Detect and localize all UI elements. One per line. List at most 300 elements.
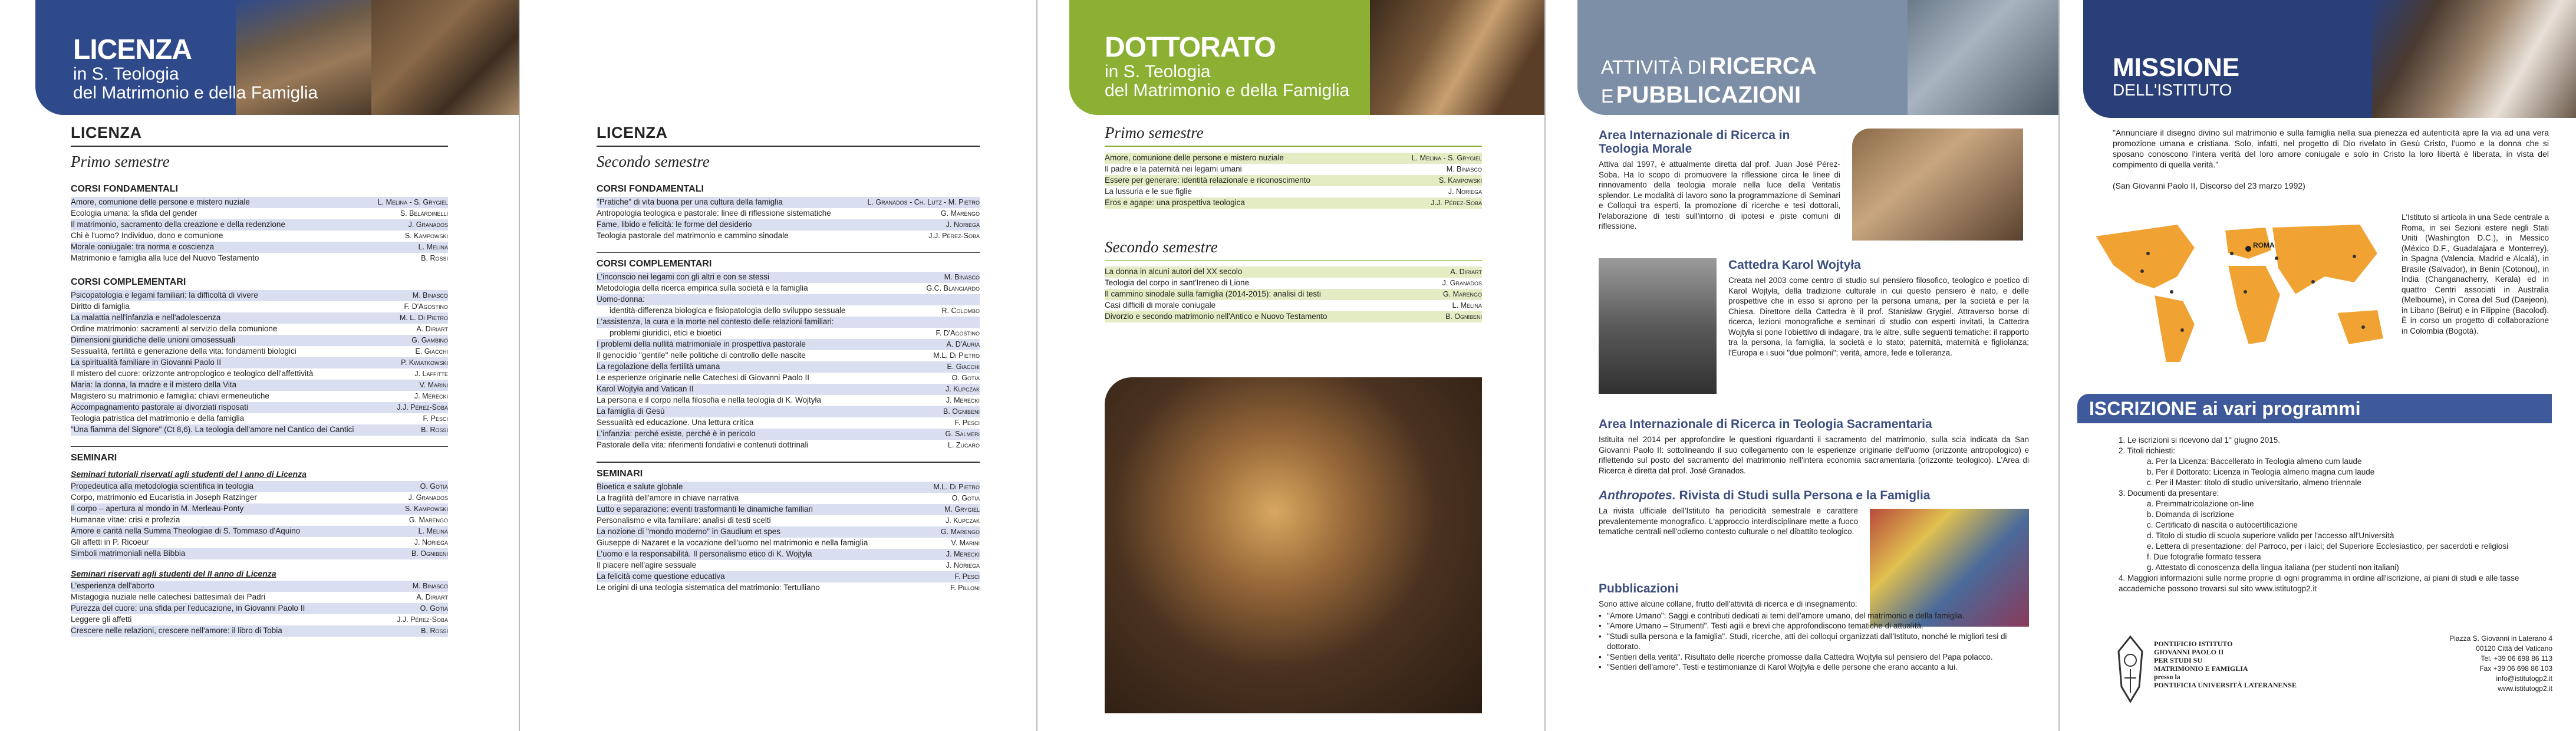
course-teacher: S. Kampowski: [404, 505, 448, 513]
logo-line: MATRIMONIO E FAMIGLIA: [2154, 664, 2248, 673]
lic1-heading: LICENZA: [71, 124, 142, 141]
course-row: [71, 413, 448, 424]
course-row: [71, 197, 448, 208]
course-teacher: G. Salmeri: [945, 430, 980, 438]
address-line: Fax +39 06 698 86 103: [2479, 664, 2552, 673]
course-title: Dimensioni giuridiche delle unioni omosessuali: [71, 335, 236, 344]
course-row: [1105, 278, 1482, 289]
missione-title: MISSIONE: [2113, 53, 2240, 82]
course-teacher: L. Melina - S. Grygiel: [1411, 153, 1482, 162]
iscrizione-item: b. Per il Dottorato: Licenza in Teologia almeno magna cum laude: [2147, 467, 2375, 476]
lic2-content: [597, 124, 980, 594]
course-row: [597, 515, 980, 526]
institute-logo: [2113, 634, 2148, 704]
course-title: Il mistero del cuore: orizzonte antropologico e teologico dell'affettività: [71, 368, 314, 378]
missione-subtitle: DELL'ISTITUTO: [2113, 81, 2232, 99]
course-row: [597, 328, 980, 339]
course-title: Humanae vitae: crisi e profezia: [71, 515, 180, 524]
address-line: info@istitutogp2.it: [2496, 674, 2552, 683]
lic2-comp-list: [597, 272, 980, 451]
course-title: La persona e il corpo nella filosofia e nella teologia di K. Wojtyła: [597, 396, 821, 404]
course-title: La famiglia di Gesù: [597, 407, 665, 416]
map-africa: [2228, 265, 2281, 345]
iscrizione-banner: [2077, 394, 2552, 423]
course-teacher: V. Marini: [419, 380, 448, 389]
course-teacher: J. Kupczak: [945, 516, 980, 525]
course-teacher: J. Kupczak: [945, 385, 980, 393]
course-title: Sessualità, fertilità e generazione della vita: fondamenti biologici: [71, 346, 297, 355]
course-row: [597, 219, 980, 231]
missione-sedi: L'Istituto si articola in una Sede centrale a Roma, in sei Sezioni estere negli Stati Uniti (Washington D.C.), in Messico (México D.F., Guadalajara e Monterrey), in Spagna (Valencia, Madrid e Alcalá), in Brasile (Salvador), in Benin (Cotonou), in India (Changanacherry, Kerala) ed in quattro Centri associati in Australia (Melbourne), in Corea del Sud (Daejeon), in Libano (Beirut) e in Filippine (Bacolod). È in corso un progetto di collaborazione in Colombia (Bogotá).: [2402, 213, 2549, 335]
course-title: La spiritualità familiare in Giovanni Paolo II: [71, 357, 222, 367]
course-title: Le origini di una teologia sistematica del matrimonio: Tertulliano: [597, 582, 820, 592]
wojtyla-photo: [1599, 258, 1717, 394]
course-row: [71, 581, 448, 592]
course-title: Chi è l'uomo? Individuo, dono e comunione: [71, 231, 223, 240]
iscrizione-item: b. Domanda di iscrizione: [2147, 510, 2234, 519]
map-roma-label: ROMA: [2253, 241, 2275, 249]
course-teacher: L. Melina: [418, 242, 448, 251]
library-photo: [1908, 0, 2058, 115]
course-title: Ecologia umana: la sfida del gender: [71, 208, 197, 218]
course-title: La malattia nell'infanzia e nell'adolescenza: [71, 312, 221, 322]
course-teacher: L. Melina: [418, 527, 448, 535]
course-teacher: J. Laffitte: [414, 369, 448, 378]
course-teacher: J. Merecki: [414, 391, 448, 400]
map-australia: [2337, 309, 2384, 345]
course-row: [597, 361, 980, 373]
course-row: [71, 515, 448, 526]
ricerca-title-small1: ATTIVITÀ DI: [1601, 57, 1707, 78]
iscrizione-item: a. Per la Licenza: Baccellerato in Teologia almeno cum laude: [2147, 457, 2362, 466]
course-teacher: S. Belardinelli: [400, 209, 448, 218]
course-title: Amore, comunione delle persone e mistero nuziale: [1105, 153, 1284, 162]
course-row: [71, 219, 448, 231]
course-row: [1105, 153, 1482, 164]
lic2-sem-title: SEMINARI: [597, 468, 643, 479]
ricerca-title-big2: PUBBLICAZIONI: [1616, 82, 1801, 108]
course-teacher: J. Noriega: [946, 561, 980, 569]
logo-line: GIOVANNI PAOLO II: [2154, 648, 2224, 656]
course-row: [71, 253, 448, 264]
course-title: Uomo-donna:: [597, 295, 645, 304]
course-teacher: B. Rossi: [421, 253, 448, 262]
course-row: [71, 592, 448, 603]
course-title: Propedeutica alla metodologia scientifica in teologia: [71, 482, 253, 490]
course-title: La regolazione della fertilità umana: [597, 362, 720, 371]
ricerca-title-small2: E: [1601, 85, 1614, 107]
course-title: Corpo, matrimonio ed Eucaristia in Joseph Ratzinger: [71, 493, 257, 502]
course-teacher: G. Marengo: [940, 209, 980, 218]
course-row: [597, 317, 980, 328]
course-row: [597, 373, 980, 384]
dott-sem1: Primo semestre: [1105, 124, 1204, 141]
course-row: [71, 503, 448, 515]
course-row: [597, 384, 980, 395]
journals-photo: [1870, 509, 2029, 627]
dottorato-subtitle-1: in S. Teologia: [1105, 62, 1211, 81]
course-title: La fragilità dell'amore in chiave narrativa: [597, 493, 739, 502]
course-row: [597, 538, 980, 549]
course-teacher: G. Marengo: [940, 527, 980, 536]
course-row: [71, 290, 448, 301]
course-row: [1105, 175, 1482, 186]
course-title: Maria: la donna, la madre e il mistero della Vita: [71, 380, 237, 389]
course-row: [597, 350, 980, 361]
ricerca-h2: Cattedra Karol Wojtyła: [1728, 258, 1861, 272]
course-teacher: M. Binasco: [412, 291, 448, 299]
address-line: Piazza S. Giovanni in Laterano 4: [2449, 634, 2552, 643]
course-title: La lussuria e le sue figlie: [1105, 186, 1192, 196]
course-title: Essere per generare: identità relazionale e riconoscimento: [1105, 175, 1310, 185]
lic2-comp-title: CORSI COMPLEMENTARI: [597, 259, 712, 269]
course-teacher: F. Pesci: [423, 414, 448, 423]
course-title: Pastorale della vita: riferimenti fondativi e contenuti dottrinali: [597, 440, 809, 449]
course-teacher: F. Pesci: [954, 419, 980, 427]
course-title: Ordine matrimonio: sacramenti al servizio della comunione: [71, 324, 278, 333]
course-row: [597, 231, 980, 242]
iscrizione-item: d. Titolo di studio di scuola superiore valido per l'accesso all'Università: [2147, 531, 2394, 540]
course-teacher: J. Granados: [408, 493, 448, 502]
course-teacher: J. Granados: [408, 220, 448, 229]
course-title: La felicità come questione educativa: [597, 571, 725, 581]
course-row: [597, 395, 980, 406]
dottorato-header: [1069, 0, 1544, 115]
course-teacher: L. Melina - S. Grygiel: [377, 197, 448, 206]
course-teacher: M.L. Di Pietro: [933, 351, 980, 360]
course-title: Bioetica e salute globale: [597, 482, 683, 491]
course-teacher: G.C. Blangiardo: [926, 284, 980, 292]
course-title: Teologia pastorale del matrimonio e cammino sinodale: [597, 231, 789, 240]
iscrizione-item: e. Lettera di presentazione: del Parroco, per i laici; del Superiore Ecclesiastico, per sacerdoti e religiosi: [2147, 542, 2509, 551]
course-row: [71, 380, 448, 391]
course-title: Il matrimonio, sacramento della creazione e della redenzione: [71, 219, 285, 229]
ricerca-h4a: Anthropotes.: [1599, 489, 1676, 502]
course-teacher: J.J. Pérez-Soba: [397, 403, 448, 411]
publication-item: • "Sentieri dell'amore". Testi e testimonianze di Karol Wojtyła e delle persone che erano accanto a lui.: [1599, 662, 2029, 673]
logo-line: PONTIFICIA UNIVERSITÀ LATERANENSE: [2154, 681, 2297, 689]
course-title: Purezza del cuore: una sfida per l'educazione, in Giovanni Paolo II: [71, 604, 305, 613]
course-row: [1105, 186, 1482, 197]
course-row: [71, 603, 448, 614]
course-teacher: F. Pesci: [954, 572, 980, 581]
dott-content: [1105, 124, 1482, 322]
course-teacher: P. Kwiatkowski: [401, 358, 448, 367]
course-row: [597, 208, 980, 219]
publication-item: • "Sentieri della verità". Risultato delle ricerche promosse dalla Cattedra Wojtyła sul pensiero del Papa polacco.: [1599, 652, 2029, 663]
course-row: [597, 526, 980, 538]
course-title: "Pratiche" di vita buona per una cultura della famiglia: [597, 197, 783, 206]
iscrizione-item: 3. Documenti da presentare:: [2119, 489, 2219, 498]
course-teacher: O. Gotia: [951, 374, 980, 382]
ricerca-h1: Area Internazionale di Ricerca in Teologia Morale: [1599, 129, 1790, 156]
course-title: Gli affetti in P. Ricoeur: [71, 538, 149, 546]
ricerca-title-big1: RICERCA: [1709, 53, 1817, 79]
iscrizione-item: c. Per il Master: titolo di studio universitario, almeno triennale: [2147, 478, 2361, 487]
course-teacher: O. Gotia: [420, 482, 448, 490]
course-teacher: J. Noriega: [1448, 187, 1482, 196]
divider: [597, 146, 980, 147]
publications-list: [1599, 611, 2029, 673]
iscrizione-item: 4. Maggiori informazioni sulle norme proprie di ogni programma in ordine all'iscrizione, ai piani di studi e alle tasse accademiche possono trovarsi sul sito www.istitutogp2.it: [2119, 574, 2519, 593]
missione-content: [2113, 127, 2549, 191]
course-row: [1105, 164, 1482, 175]
course-title: Sessualità ed educazione. Una lettura critica: [597, 418, 754, 427]
divider: [597, 462, 980, 463]
ricerca-p4: La rivista ufficiale dell'Istituto ha periodicità semestrale e carattere prevalentemente monografico. L'approccio interdisciplinare mette a fuoco tematiche centrali nell'odierno contesto culturale o nel dibattito teologico.: [1599, 506, 1858, 536]
course-title: Magistero su matrimonio e famiglia: chiavi ermeneutiche: [71, 391, 269, 400]
course-teacher: J.J. Pérez-Soba: [928, 231, 980, 240]
course-row: [71, 301, 448, 312]
course-teacher: B. Ognibeni: [943, 407, 980, 416]
course-title: La donna in alcuni autori del XX secolo: [1105, 267, 1243, 276]
course-teacher: [976, 317, 980, 328]
course-teacher: J. Noriega: [414, 538, 448, 546]
lic1-sem-title: SEMINARI: [71, 453, 117, 463]
course-teacher: L. Zucaro: [947, 441, 980, 449]
course-row: [1105, 197, 1482, 209]
iscrizione-item: g. Attestato di conoscenza della lingua italiana (per studenti non italiani): [2147, 563, 2399, 572]
divider: [597, 252, 980, 253]
course-teacher: B. Rossi: [421, 627, 448, 635]
ricerca-p3: Istituita nel 2014 per approfondire le questioni riguardanti il sacramento del matrimonio, sulla scia indicata da San Giovanni Paolo II: sottolineando il suo collegamento con le esperienze originarie dell'uomo (orizzonte antropologico) e riflettendo sul posto del sacramento del matrimonio nell'intera economia sacramentaria (orizzonte teologico). L'Area di Ricerca è diretta dal prof. José Granados.: [1599, 435, 2029, 475]
licenza-subtitle-1: in S. Teologia: [73, 64, 179, 84]
dottorato-subtitle-2: del Matrimonio e della Famiglia: [1105, 81, 1350, 100]
course-teacher: R. Colombo: [941, 307, 980, 315]
course-title: Personalismo e vita familiare: analisi di testi scelti: [597, 515, 771, 525]
panel-dottorato: [1037, 0, 1544, 731]
course-title: Teologia patristica del matrimonio e della famiglia: [71, 413, 245, 423]
course-teacher: S. Kampowski: [1438, 176, 1482, 185]
iscrizione-list: [2119, 435, 2543, 594]
divider: [71, 446, 448, 447]
course-row: [597, 440, 980, 451]
panel-ricerca: [1546, 0, 2058, 731]
lic1-content: [71, 124, 448, 637]
lecture-hall-photo: [1105, 377, 1482, 713]
course-title: Psicopatologia e legami familiari: la difficoltà di vivere: [71, 290, 258, 299]
course-title: Il corpo – apertura al mondo in M. Merleau-Ponty: [71, 504, 244, 513]
course-row: [71, 526, 448, 537]
ricerca-h5: Pubblicazioni: [1599, 582, 1679, 595]
course-row: [597, 197, 980, 208]
course-row: [71, 492, 448, 503]
course-teacher: M. Grygiel: [944, 505, 980, 513]
course-title: Il cammino sinodale sulla famiglia (2014-2015): analisi di testi: [1105, 289, 1321, 298]
course-row: [597, 417, 980, 429]
lic2-heading: LICENZA: [597, 124, 668, 141]
course-teacher: J.J. Pérez-Soba: [397, 615, 448, 624]
dottorato-title: DOTTORATO: [1105, 32, 1276, 63]
dott-rows2-list: [1105, 266, 1482, 322]
course-title: Il genocidio "gentile" nelle politiche di controllo delle nascite: [597, 351, 806, 360]
course-title: Metodologia della ricerca empirica sulla società e la famiglia: [597, 284, 808, 292]
map-asia: [2272, 224, 2378, 295]
course-teacher: B. Ognibeni: [411, 549, 448, 558]
course-row: [597, 272, 980, 283]
address-line: Tel. +39 06 698 86 113: [2481, 654, 2552, 663]
course-title: L'assistenza, la cura e la morte nel contesto delle relazioni familiari:: [597, 317, 834, 326]
course-teacher: J. Noriega: [946, 220, 980, 229]
course-teacher: [976, 294, 980, 305]
course-row: [597, 339, 980, 350]
iscrizione-title: ISCRIZIONE ai vari programmi: [2089, 398, 2361, 419]
course-title: L'infanzia: perché esiste, perché è in pericolo: [597, 429, 756, 438]
course-row: [1105, 266, 1482, 278]
course-row: [1105, 289, 1482, 300]
logo-line: PONTIFICIO ISTITUTO: [2154, 640, 2233, 648]
course-title: Il padre e la paternità nei legami umani: [1105, 164, 1242, 173]
missione-header: [2083, 0, 2576, 118]
course-row: [71, 346, 448, 357]
course-row: [597, 571, 980, 582]
iscrizione-item: 2. Titoli richiesti:: [2119, 446, 2176, 455]
lic2-semester: Secondo semestre: [597, 152, 710, 170]
lic1-fond-title: CORSI FONDAMENTALI: [71, 183, 178, 194]
course-row: [597, 560, 980, 571]
ricerca-header: [1577, 0, 2058, 115]
course-teacher: J. Merecki: [946, 396, 980, 404]
lic2-fond-list: [597, 197, 980, 242]
course-teacher: L. Melina: [1452, 301, 1482, 309]
course-row: [71, 357, 448, 368]
lic1-comp-title: CORSI COMPLEMENTARI: [71, 276, 186, 287]
course-title: L'uomo e la responsabilità. Il personalismo etico di K. Wojtyła: [597, 549, 812, 558]
licenza-subtitle-2: del Matrimonio e della Famiglia: [73, 83, 318, 103]
lic1-sub2: Seminari riservati agli studenti del II anno di Licenza: [71, 569, 276, 578]
panel-licenza-primo: [0, 0, 519, 731]
course-title: Leggere gli affetti: [71, 615, 132, 624]
course-row: [597, 493, 980, 504]
publication-item: • "Amore Umano – Strumenti". Testi agili e brevi che approfondiscono tematiche di attualità.: [1599, 621, 2029, 631]
course-row: [71, 625, 448, 637]
course-teacher: M. Binasco: [944, 273, 980, 281]
course-teacher: O. Gotia: [420, 604, 448, 613]
course-teacher: M. L. Di Pietro: [399, 313, 448, 322]
course-title: Morale coniugale: tra norma e coscienza: [71, 242, 215, 251]
ricerca-p5: Sono attive alcune collane, frutto dell'attività di ricerca e di insegnamento:: [1599, 600, 1857, 608]
course-row: [71, 231, 448, 242]
course-row: [71, 335, 448, 346]
course-teacher: V. Marini: [951, 538, 980, 547]
course-title: Crescere nelle relazioni, crescere nell'amore: il libro di Tobia: [71, 626, 282, 635]
map-south-america: [2154, 295, 2195, 363]
pope-photo: [2372, 0, 2576, 118]
course-title: "Una fiamma del Signore" (Ct 8,6). La teologia dell'amore nel Cantico dei Cantici: [71, 424, 354, 434]
licenza-header: [35, 0, 519, 115]
map-north-america: [2095, 224, 2195, 289]
dott-sem2: Secondo semestre: [1105, 238, 1218, 256]
iscrizione-item: c. Certificato di nascita o autocertificazione: [2147, 521, 2298, 529]
ricerca-p2: Creata nel 2003 come centro di studio sul pensiero filosofico, teologico e poetico di Karol Wojtyła, della tradizione culturale in cui questo pensiero è nato, e delle prospettive che in esso si aprono per la persona umana, per la società e per la Chiesa. Direttore della Cattedra è il prof. Stanisław Grygiel. Attraverso borse di ricerca, lezioni monografiche e seminari di studio con esperti invitati, la Cattedra Wojtyła si pone l'obiettivo di indagare, tra le altre, sulle seguenti tematiche: il rapporto tra la persona, la famiglia, la società e lo stato; paternità, maternità e figliolanza; l'Europa e i suoi "due polmoni"; verità, amore, fede e tolleranza.: [1728, 276, 2029, 357]
course-row: [1105, 311, 1482, 322]
divider: [1105, 146, 1482, 147]
course-row: [597, 294, 980, 305]
course-title: L'inconscio nei legami con gli altri e con se stessi: [597, 272, 769, 281]
course-row: [597, 549, 980, 560]
dott-rows1-list: [1105, 153, 1482, 209]
conference-photo: [1852, 129, 2023, 241]
course-row: [597, 406, 980, 417]
lic2-fond-title: CORSI FONDAMENTALI: [597, 183, 704, 194]
licenza-title: LICENZA: [73, 34, 192, 65]
lic1-sub1: Seminari tutoriali riservati agli studenti del I anno di Licenza: [71, 469, 307, 479]
course-teacher: F. D'Agostino: [935, 329, 980, 337]
lic1-fond-list: [71, 197, 448, 264]
course-row: [71, 424, 448, 436]
course-title: Lutto e separazione: eventi trasformanti le dinamiche familiari: [597, 504, 813, 513]
course-teacher: L. Granados - Ch. Lutz - M. Pietro: [867, 197, 980, 206]
course-title: La nozione di "mondo moderno" in Gaudium et spes: [597, 526, 781, 536]
course-title: Matrimonio e famiglia alla luce del Nuovo Testamento: [71, 253, 259, 262]
students-photo: [1370, 0, 1544, 115]
course-row: [597, 504, 980, 515]
course-teacher: B. Rossi: [421, 425, 448, 434]
institute-name: [2154, 640, 2307, 689]
course-title: problemi giuridici, etici e bioetici: [610, 328, 722, 337]
course-title: Divorzio e secondo matrimonio nell'Antico e Nuovo Testamento: [1105, 312, 1327, 321]
world-map: [2077, 212, 2396, 371]
course-row: [597, 582, 980, 594]
course-teacher: G. Marengo: [409, 516, 448, 524]
iscrizione-item: f. Due fotografie formato tessera: [2147, 552, 2261, 561]
ricerca-h4b: Rivista di Studi sulla Persona e la Famiglia: [1675, 489, 1931, 502]
course-row: [597, 482, 980, 493]
course-row: [71, 537, 448, 548]
panel-missione: [2060, 0, 2576, 731]
address-line: www.istitutogp2.it: [2498, 684, 2552, 693]
course-title: Le esperienze originarie nelle Catechesi di Giovanni Paolo II: [597, 373, 809, 382]
course-row: [71, 548, 448, 559]
course-title: Karol Wojtyła and Vatican II: [597, 384, 694, 393]
course-teacher: G. Gambino: [411, 335, 448, 344]
course-teacher: S. Kampowski: [404, 231, 448, 240]
missione-quote: "Annunciare il disegno divino sul matrimonio e sulla famiglia nella sua pienezza ed autenticità apre la via ad una vera promozione umana e cristiana. Solo, infatti, nel progetto di Dio rivelato in Gesù Cristo, l'uomo e la donna che si sposano conoscono l'intera verità del loro amore coniugale e solo in Cristo la loro libertà è liberata, in vista del compimento di quella verità.": [2113, 128, 2549, 169]
course-teacher: A. Diriart: [1450, 268, 1482, 276]
publication-item: • "Amore Umano": Saggi e contributi dedicati ai temi dell'amore umano, del matrimonio e della famiglia.: [1599, 611, 2029, 621]
course-row: [597, 283, 980, 294]
course-row: [597, 429, 980, 440]
course-row: [71, 312, 448, 324]
course-teacher: J.J. Pérez-Soba: [1431, 198, 1482, 207]
course-teacher: A. D'Auria: [946, 340, 980, 348]
course-title: Teologia del corpo in sant'Ireneo di Lione: [1105, 278, 1249, 287]
course-teacher: M. Binasco: [1446, 164, 1482, 173]
address-line: 00120 Città del Vaticano: [2476, 644, 2552, 653]
course-title: L'esperienza dell'aborto: [71, 581, 154, 590]
course-teacher: F. D'Agostino: [404, 302, 448, 311]
publication-item: • "Studi sulla persona e la famiglia". Studi, ricerche, atti dei colloqui organizzati dall'Istituto, nonché le migliori tesi di dottorato.: [1599, 631, 2029, 652]
course-teacher: E. Giacchi: [415, 347, 448, 355]
missione-cite: (San Giovanni Paolo II, Discorso del 23 marzo 1992): [2113, 181, 2305, 190]
lic1-comp-list: [71, 290, 448, 436]
ricerca-h3: Area Internazionale di Ricerca in Teologia Sacramentaria: [1599, 417, 1932, 431]
course-row: [71, 368, 448, 380]
iscrizione-item: a. Preimmatricolazione on-line: [2147, 499, 2254, 508]
course-title: identità-differenza biologica e fisiopatologia dello sviluppo sessuale: [610, 306, 846, 315]
course-teacher: O. Gotia: [951, 493, 980, 502]
course-title: Diritto di famiglia: [71, 301, 130, 311]
ricerca-content: [1599, 129, 2029, 673]
ricerca-p1: Attiva dal 1997, è attualmente diretta dal prof. Juan José Pérez-Soba. Ha lo scopo di promuovere la riflessione circa le linee di rinnovamento della teologia morale nella luce della Veritatis splendor. Le modalità di lavoro sono la programmazione di Seminari e Colloqui tra esperti, la promozione di ricerche e tesi dottorali, l'elaborazione di testi sull'intorno di ipotesi e piste comuni di riflessione.: [1599, 160, 1840, 231]
course-teacher: J. Merecki: [946, 549, 980, 558]
course-title: Eros e agape: una prospettiva teologica: [1105, 197, 1245, 207]
course-title: Accompagnamento pastorale ai divorziati risposati: [71, 402, 248, 411]
course-row: [71, 324, 448, 335]
lic1-sem1-list: [71, 481, 448, 559]
course-title: I problemi della nullità matrimoniale in prospettiva pastorale: [597, 340, 806, 348]
classroom-photo: [365, 0, 519, 115]
